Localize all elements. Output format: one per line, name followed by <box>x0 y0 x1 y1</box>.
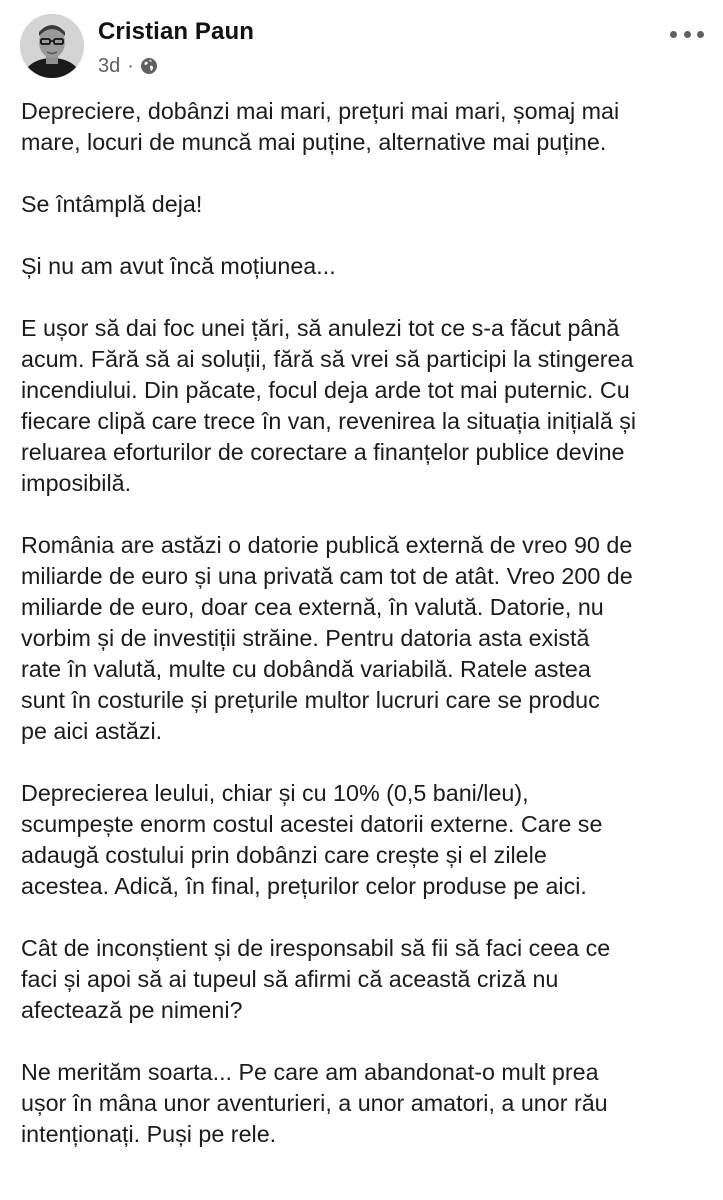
post-text <box>21 96 711 1150</box>
author-name[interactable]: Cristian Paun <box>98 18 254 45</box>
more-horizontal-icon <box>670 31 677 38</box>
post-header <box>20 14 710 84</box>
post-paragraph: Se întâmplă deja! <box>21 191 203 217</box>
post-paragraph: E ușor să dai foc unei țări, să anulezi tot ce s-a făcut până acum. Fără să ai soluții, fără să vrei să participi la stingerea incendiului. Din păcate, focul deja arde tot mai puternic. Cu fiecare clipă care trece în van, revenirea la situația inițială și reluarea eforturilor de corectare a finanțelor publice devine imposibilă. <box>21 315 637 496</box>
more-options-button[interactable] <box>670 24 704 44</box>
author-avatar[interactable] <box>20 14 84 78</box>
post-timestamp[interactable]: 3d <box>98 54 121 77</box>
post-paragraph: Depreciere, dobânzi mai mari, prețuri mai mari, șomaj mai mare, locuri de muncă mai puține, alternative mai puține. <box>21 98 620 155</box>
post-meta <box>98 54 158 78</box>
post-paragraph: România are astăzi o datorie publică externă de vreo 90 de miliarde de euro și una privată cam tot de atât. Vreo 200 de miliarde de euro, doar cea externă, în valută. Datorie, nu vorbim și de investiții străine. Pentru datoria asta există rate în valută, multe cu dobândă variabilă. Ratele astea sunt în costurile și prețurile multor lucruri care se produc pe aici astăzi. <box>21 532 633 744</box>
post-paragraph: Și nu am avut încă moțiunea... <box>21 253 336 279</box>
avatar-photo <box>20 14 84 78</box>
post-paragraph: Cât de inconștient și de iresponsabil să fii să faci ceea ce faci și apoi să ai tupeul să afirmi că această criză nu afectează pe nimeni? <box>21 935 611 1023</box>
post-paragraph: Deprecierea leului, chiar și cu 10% (0,5 bani/leu), scumpește enorm costul acestei datorii externe. Care se adaugă costului prin dobânzi care crește și el zilele acestea. Adică, în final, prețurilor celor produse pe aici. <box>21 780 603 899</box>
meta-separator: · <box>127 54 134 77</box>
globe-icon[interactable] <box>140 57 158 75</box>
post-paragraph: Ne merităm soarta... Pe care am abandonat-o mult prea ușor în mâna unor aventurieri, a unor amatori, a unor rău intenționați. Puși pe rele. <box>21 1059 608 1147</box>
